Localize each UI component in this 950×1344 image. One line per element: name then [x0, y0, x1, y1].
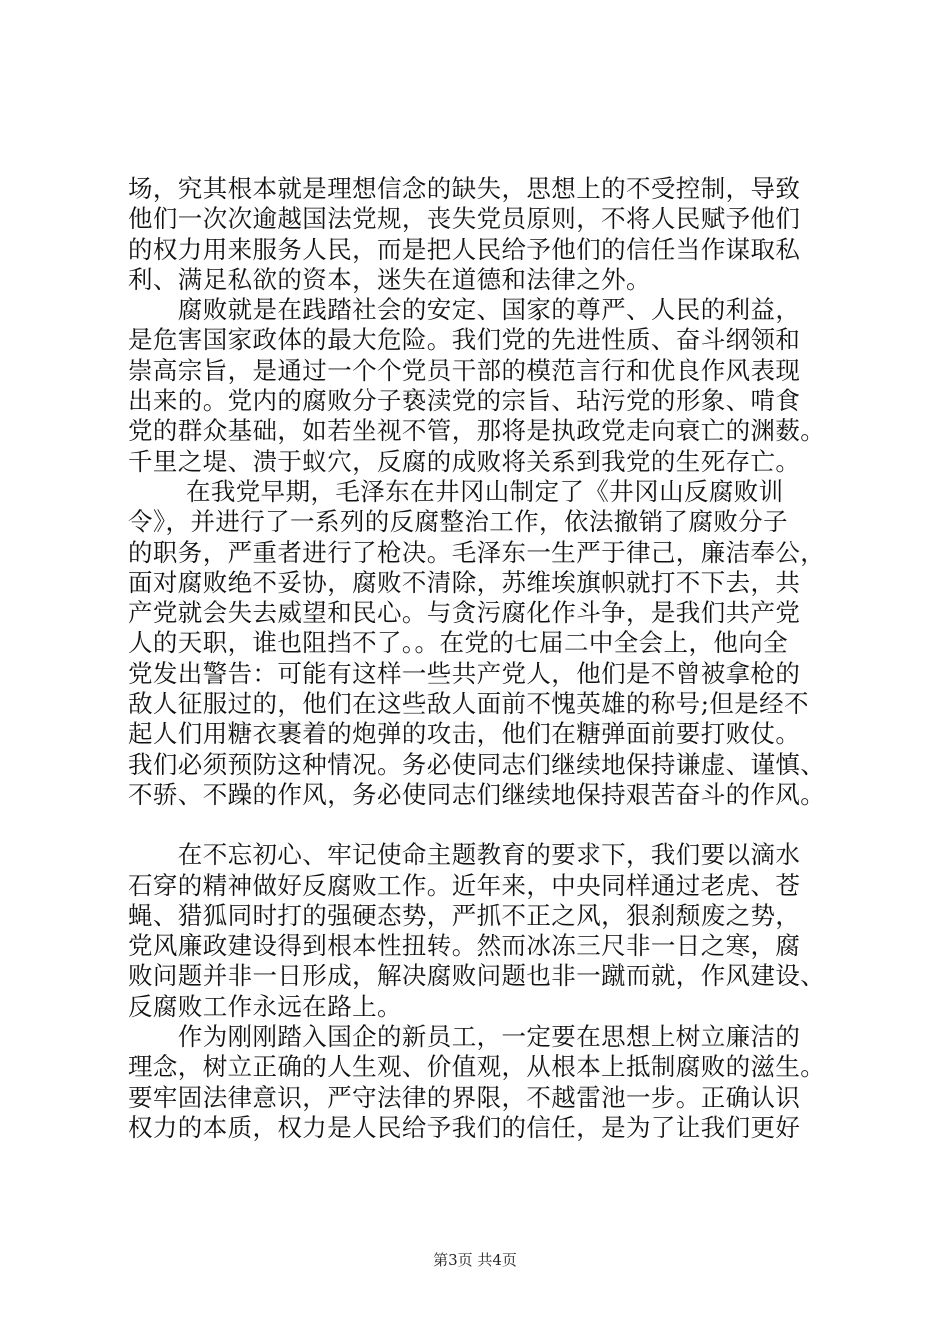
body-text: [128, 174, 838, 1143]
text-line: 他们一次次逾越国法党规，丧失党员原则，不将人民赋予他们: [128, 204, 801, 234]
text-line: 人的天职，谁也阻挡不了。。在党的七届二中全会上，他向全: [128, 628, 789, 658]
text-line: 在不忘初心、牢记使命主题教育的要求下，我们要以滴水: [128, 840, 801, 870]
text-line: 场，究其根本就是理想信念的缺失，思想上的不受控制，导致: [128, 174, 801, 203]
text-line: 我们必须预防这种情况。务必使同志们继续地保持谦虚、谨慎、: [128, 749, 826, 779]
text-line: 要牢固法律意识，严守法律的界限，不越雷池一步。正确认识: [128, 1082, 801, 1112]
text-line: 在我党早期，毛泽东在井冈山制定了《井冈山反腐败训: [128, 476, 784, 506]
text-line: 的权力用来服务人民，而是把人民给予他们的信任当作谋取私: [128, 234, 801, 264]
text-line: 千里之堤、溃于蚁穴，反腐的成败将关系到我党的生死存亡。: [128, 446, 801, 476]
text-line: 面对腐败绝不妥协，腐败不清除，苏维埃旗帜就打不下去，共: [128, 567, 801, 597]
text-line: 起人们用糖衣裹着的炮弹的攻击，他们在糖弹面前要打败仗。: [128, 719, 801, 749]
text-line: 产党就会失去威望和民心。与贪污腐化作斗争，是我们共产党: [128, 598, 801, 628]
text-line: 党发出警告：可能有这样一些共产党人，他们是不曾被拿枪的: [128, 658, 801, 688]
text-line: 不骄、不躁的作风，务必使同志们继续地保持艰苦奋斗的作风。: [128, 779, 826, 809]
page-number-label: 第3页 共4页: [433, 1251, 517, 1269]
text-line: 蝇、猎狐同时打的强硬态势，严抓不正之风，狠刹颓废之势，: [128, 900, 801, 930]
text-line: 反腐败工作永远在路上。: [128, 991, 402, 1021]
text-line: 党风廉政建设得到根本性扭转。然而冰冻三尺非一日之寒，腐: [128, 931, 801, 961]
text-line: 石穿的精神做好反腐败工作。近年来，中央同样通过老虎、苍: [128, 870, 801, 900]
text-line: 作为刚刚踏入国企的新员工，一定要在思想上树立廉洁的: [128, 1022, 801, 1052]
text-line: 腐败就是在践踏社会的安定、国家的尊严、人民的利益，: [128, 295, 801, 325]
text-line: 败问题并非一日形成，解决腐败问题也非一蹴而就，作风建设、: [128, 961, 826, 991]
text-line: 出来的。党内的腐败分子亵渎党的宗旨、玷污党的形象、啃食: [128, 386, 801, 416]
text-line: 的职务，严重者进行了枪决。毛泽东一生严于律己，廉洁奉公，: [128, 537, 826, 567]
text-line: 理念，树立正确的人生观、价值观，从根本上抵制腐败的滋生。: [128, 1052, 826, 1082]
text-line: 敌人征服过的，他们在这些敌人面前不愧英雄的称号;但是经不: [128, 689, 809, 719]
text-line: 党的群众基础，如若坐视不管，那将是执政党走向衰亡的渊薮。: [128, 416, 826, 446]
paragraph-gap: [128, 810, 838, 840]
text-line: 利、满足私欲的资本，迷失在道德和法律之外。: [128, 264, 651, 294]
text-line: 是危害国家政体的最大危险。我们党的先进性质、奋斗纲领和: [128, 325, 801, 355]
text-line: 令》，并进行了一系列的反腐整治工作，依法撤销了腐败分子: [128, 507, 789, 537]
page-footer: [0, 1250, 950, 1270]
text-line: 崇高宗旨，是通过一个个党员干部的模范言行和优良作风表现: [128, 355, 801, 385]
text-line: 权力的本质，权力是人民给予我们的信任，是为了让我们更好: [128, 1112, 801, 1142]
